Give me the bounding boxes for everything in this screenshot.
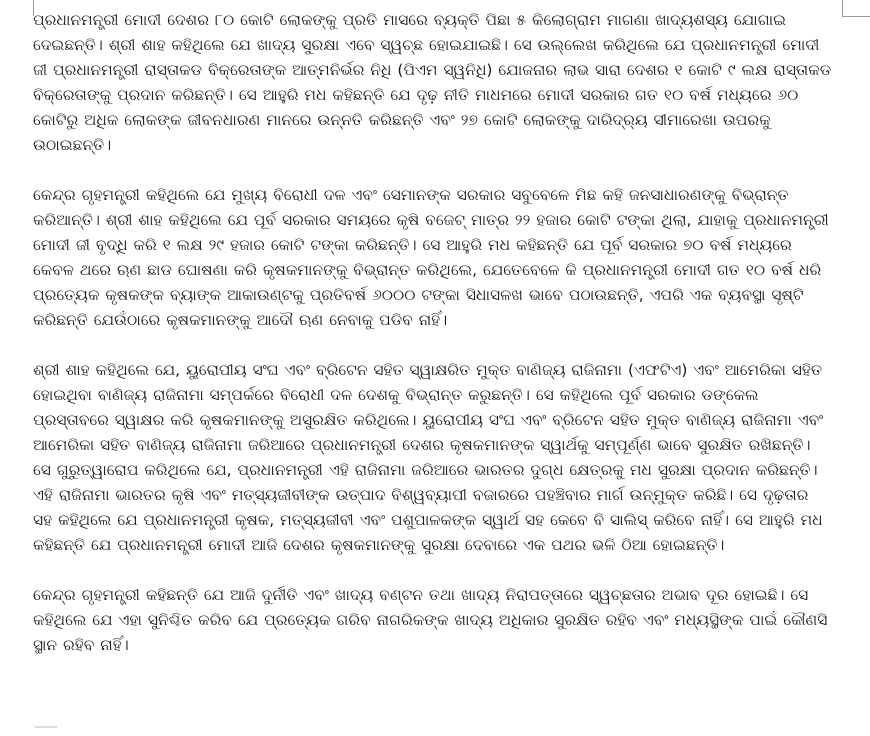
paragraph-1: ପ୍ରଧାନମନ୍ତ୍ରୀ ମୋଦୀ ଦେଶର ୮୦ କୋଟି ଲୋକଙ୍କୁ ପ୍ରତି ମାସରେ ବ୍ୟକ୍ତି ପିଛା ୫ କିଲୋଗ୍ରାମ ମାଗଣା ଖାଦ୍ୟଶସ୍ୟ ଯୋଗାଇ ଦେଇଛନ୍ତି। ଶ୍ରୀ ଶାହ କହିଥିଲେ ଯେ ଖାଦ୍ୟ ସୁରକ୍ଷା ଏବେ ସ୍ୱଚ୍ଛ ହୋଇଯାଇଛି। ସେ ଉଲ୍ଲେଖ କରିଥିଲେ ଯେ ପ୍ରଧାନମନ୍ତ୍ରୀ ମୋଦୀ ଜୀ ପ୍ରଧାନମନ୍ତ୍ରୀ ରାସ୍ତାକଡ ବିକ୍ରେତାଙ୍କ ଆତ୍ମନିର୍ଭର ନିଧି (ପିଏମ ସ୍ୱନିଧି) ଯୋଜନାର ଲାଭ ସାରା ଦେଶର ୧ କୋଟି ୯ ଲକ୍ଷ ରାସ୍ତାକଡ ବିକ୍ରେତାଙ୍କୁ ପ୍ରଦାନ କରିଛନ୍ତି। ସେ ଆହୁରି ମଧ କହିଛନ୍ତି ଯେ ଦୃଢ଼ ନୀତି ମାଧମରେ ମୋଦୀ ସରକାର ଗତ ୧୦ ବର୍ଷ ମଧ୍ୟରେ ୬୦ କୋଟିରୁ ଅଧିକ ଲୋକଙ୍କ ଜୀବନଧାରଣ ମାନରେ ଉନ୍ନତି କରିଛନ୍ତି ଏବଂ ୨୭ କୋଟି ଲୋକଙ୍କୁ ଦାରିଦ୍ର୍ୟ ସୀମାରେଖା ଉପରକୁ ଉଠାଇଛନ୍ତି। — [33, 11, 832, 154]
page-margin-mark-right-horizontal — [842, 16, 870, 17]
document-body — [33, 8, 833, 683]
page-margin-mark-right — [842, 0, 843, 16]
paragraph-3: ଶ୍ରୀ ଶାହ କହିଥିଲେ ଯେ, ୟୁରୋପୀୟ ସଂଘ ଏବଂ ବ୍ରିଟେନ ସହିତ ସ୍ୱାକ୍ଷରିତ ମୁକ୍ତ ବାଣିଜ୍ୟ ରାଜିନାମା (ଏଫଟିଏ) ଏବଂ ଆମେରିକା ସହିତ ହୋଇଥିବା ବାଣିଜ୍ୟ ରାଜିନାମା ସମ୍ପର୍କରେ ବିରୋଧୀ ଦଳ ଦେଶକୁ ବିଭ୍ରାନ୍ତ କରୁଛନ୍ତି। ସେ କହିଥିଲେ ପୂର୍ବ ସରକାର ଡଙ୍କେଲ ପ୍ରସ୍ତାବରେ ସ୍ୱାକ୍ଷର କରି କୃଷକମାନଙ୍କୁ ଅସୁରକ୍ଷିତ କରିଥିଲେ। ୟୁରୋପୀୟ ସଂଘ ଏବଂ ବ୍ରିଟେନ ସହିତ ମୁକ୍ତ ବାଣିଜ୍ୟ ରାଜିନାମା ଏବଂ ଆମେରିକା ସହିତ ବାଣିଜ୍ୟ ରାଜିନାମା ଜରିଆରେ ପ୍ରଧାନମନ୍ତ୍ରୀ ଦେଶର କୃଷକମାନଙ୍କ ସ୍ୱାର୍ଥକୁ ସମ୍ପୂର୍ଣ୍ଣ ଭାବେ ସୁରକ୍ଷିତ ରଖିଛନ୍ତି। ସେ ଗୁରୁତ୍ୱାରୋପ କରିଥିଲେ ଯେ, ପ୍ରଧାନମନ୍ତ୍ରୀ ଏହି ରାଜିନାମା ଜରିଆରେ ଭାରତର ଦୁଗ୍ଧ କ୍ଷେତ୍ରକୁ ମଧ ସୁରକ୍ଷା ପ୍ରଦାନ କରିଛନ୍ତି। ଏହି ରାଜିନାମା ଭାରତର କୃଷି ଏବଂ ମତ୍ସ୍ୟଜୀବୀଙ୍କ ଉତ୍ପାଦ ବିଶ୍ୱବ୍ୟାପୀ ବଜାରରେ ପହଞ୍ଚିବାର ମାର୍ଗ ଉନ୍ମୁକ୍ତ କରିଛି। ସେ ଦୃଢ଼ତାର ସହ କହିଥିଲେ ଯେ ପ୍ରଧାନମନ୍ତ୍ରୀ କୃଷକ, ମତ୍ସ୍ୟଜୀବୀ ଏବଂ ପଶୁପାଳକଙ୍କ ସ୍ୱାର୍ଥ ସହ କେବେ ବି ସାଲିସ୍ କରିବେ ନାହିଁ। ସେ ଆହୁରି ମଧ କହିଛନ୍ତି ଯେ ପ୍ରଧାନମନ୍ତ୍ରୀ ମୋଦୀ ଆଜି ଦେଶର କୃଷକମାନଙ୍କୁ ସୁରକ୍ଷା ଦେବାରେ ଏକ ପଥର ଭଳି ଠିଆ ହୋଇଛନ୍ତି। — [33, 361, 824, 554]
paragraph-4: କେନ୍ଦ୍ର ଗୃହମନ୍ତ୍ରୀ କହିଛନ୍ତି ଯେ ଆଜି ଦୁର୍ନୀତି ଏବଂ ଖାଦ୍ୟ ବଣ୍ଟନ ତଥା ଖାଦ୍ୟ ନିରାପତ୍ତାରେ ସ୍ୱଚ୍ଛତାର ଅଭାବ ଦୂର ହୋଇଛି। ସେ କହିଥିଲେ ଯେ ଏହା ସୁନିଶ୍ଚିତ କରିବ ଯେ ପ୍ରତ୍ୟେକ ଗରିବ ନାଗରିକଙ୍କ ଖାଦ୍ୟ ଅଧିକାର ସୁରକ୍ଷିତ ରହିବ ଏବଂ ମଧ୍ୟସ୍ଥିଙ୍କ ପାଇଁ କୌଣସି ସ୍ଥାନ ରହିବ ନାହିଁ। — [33, 586, 828, 654]
paragraph-2: କେନ୍ଦ୍ର ଗୃହମନ୍ତ୍ରୀ କହିଥିଲେ ଯେ ମୁଖ୍ୟ ବିରୋଧୀ ଦଳ ଏବଂ ସେମାନଙ୍କ ସରକାର ସବୁବେଳେ ମିଛ କହି ଜନସାଧାରଣଙ୍କୁ ବିଭ୍ରାନ୍ତ କରିଆନ୍ତି। ଶ୍ରୀ ଶାହ କହିଥିଲେ ଯେ ପୂର୍ବ ସରକାର ସମୟରେ କୃଷି ବଜେଟ୍ ମାତ୍ର ୨୨ ହଜାର କୋଟି ଟଙ୍କା ଥିଲା, ଯାହାକୁ ପ୍ରଧାନମନ୍ତ୍ରୀ ମୋଦୀ ଜୀ ବୃଦ୍ଧି କରି ୧ ଲକ୍ଷ ୨୯ ହଜାର କୋଟି ଟଙ୍କା କରିଛନ୍ତି। ସେ ଆହୁରି ମଧ କହିଛନ୍ତି ଯେ ପୂର୍ବ ସରକାର ୭୦ ବର୍ଷ ମଧ୍ୟରେ କେବଳ ଥରେ ଋଣ ଛାଡ ଘୋଷଣା କରି କୃଷକମାନଙ୍କୁ ବିଭ୍ରାନ୍ତ କରିଥିଲେ, ଯେତେବେଳେ କି ପ୍ରଧାନମନ୍ତ୍ରୀ ମୋଦୀ ଗତ ୧୦ ବର୍ଷ ଧରି ପ୍ରତ୍ୟେକ କୃଷକଙ୍କ ବ୍ୟାଙ୍କ ଆକାଉଣ୍ଟକୁ ପ୍ରତିବର୍ଷ ୬୦୦୦ ଟଙ୍କା ସିଧାସଳଖ ଭାବେ ପଠାଉଛନ୍ତି, ଏପରି ଏକ ବ୍ୟବସ୍ଥା ସୃଷ୍ଟି କରିଛନ୍ତି ଯେଉଁଠାରେ କୃଷକମାନଙ୍କୁ ଆଦୌ ଋଣ ନେବାକୁ ପଡିବ ନାହିଁ। — [33, 186, 829, 329]
next-line-fragment — [35, 726, 57, 736]
